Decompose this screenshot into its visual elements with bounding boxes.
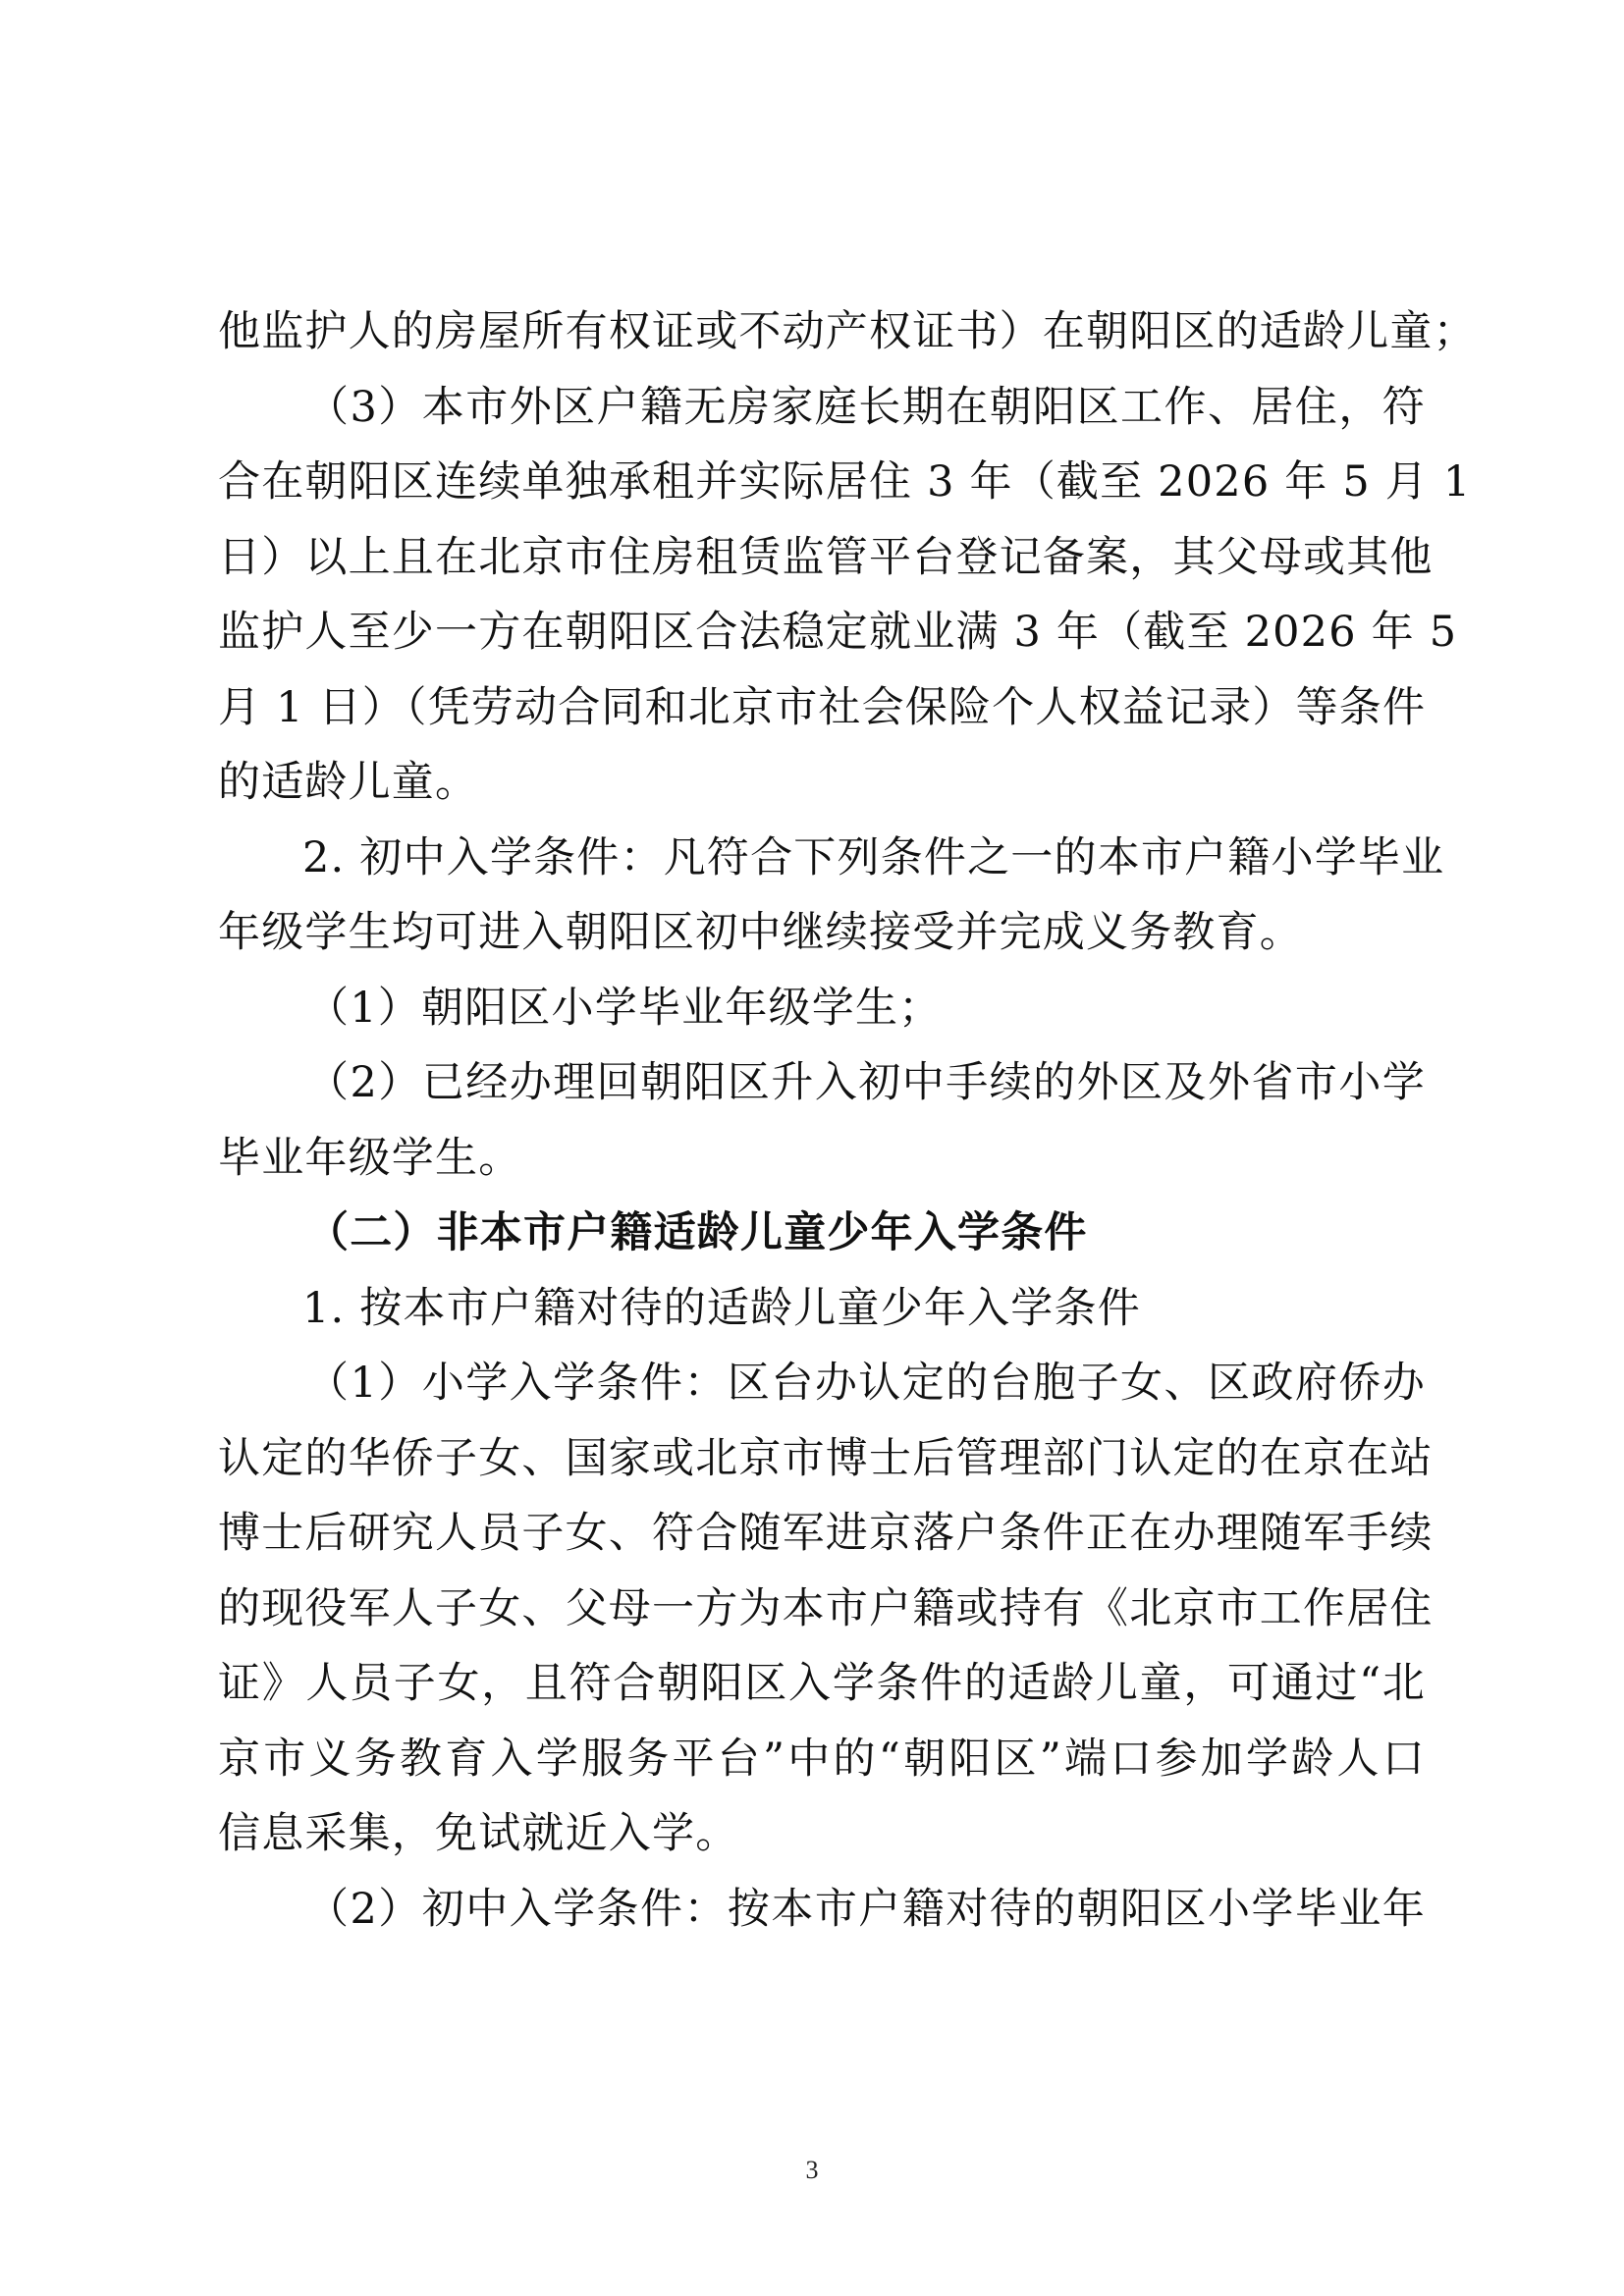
text-line: 日）以上且在北京市住房租赁监管平台登记备案，其父母或其他 [218,532,1434,582]
text-line: 信息采集，免试就近入学。 [218,1809,739,1858]
text-line: 认定的华侨子女、国家或北京市博士后管理部门认定的在京在站 [218,1433,1434,1483]
text-line: 月 1 日）（凭劳动合同和北京市社会保险个人权益记录）等条件 [218,682,1427,732]
text-line: 的现役军人子女、父母一方为本市户籍或持有《北京市工作居住 [218,1583,1434,1633]
text-line: 毕业年级学生。 [218,1133,522,1183]
text-line: 博士后研究人员子女、符合随军进京落户条件正在办理随军手续 [218,1509,1434,1558]
text-line: 的适龄儿童。 [218,758,479,807]
text-line: （1）小学入学条件：区台办认定的台胞子女、区政府侨办 [306,1359,1426,1408]
section-heading: （二）非本市户籍适龄儿童少年入学条件 [306,1208,1088,1257]
text-line: 证》人员子女，且符合朝阳区入学条件的适龄儿童，可通过“北 [218,1659,1426,1708]
text-line: （2）已经办理回朝阳区升入初中手续的外区及外省市小学 [306,1058,1426,1107]
page-number: 3 [805,2156,819,2184]
text-line: 他监护人的房屋所有权证或不动产权证书）在朝阳区的适龄儿童； [218,307,1477,356]
text-line: （2）初中入学条件：按本市户籍对待的朝阳区小学毕业年 [306,1884,1426,1934]
body-text [218,294,1477,1947]
text-line: 2. 初中入学条件：凡符合下列条件之一的本市户籍小学毕业 [302,832,1445,882]
text-line: 京市义务教育入学服务平台”中的“朝阳区”端口参加学龄人口 [218,1734,1426,1784]
subsection-heading: 1. 按本市户籍对待的适龄儿童少年入学条件 [302,1283,1141,1333]
text-line: （1）朝阳区小学毕业年级学生； [306,983,943,1033]
text-line: 监护人至少一方在朝阳区合法稳定就业满 3 年（截至 2026 年 5 [218,608,1458,657]
text-line: 年级学生均可进入朝阳区初中继续接受并完成义务教育。 [218,908,1303,957]
text-line: 合在朝阳区连续单独承租并实际居住 3 年（截至 2026 年 5 月 1 [218,457,1472,507]
text-line: （3）本市外区户籍无房家庭长期在朝阳区工作、居住，符 [306,382,1426,432]
